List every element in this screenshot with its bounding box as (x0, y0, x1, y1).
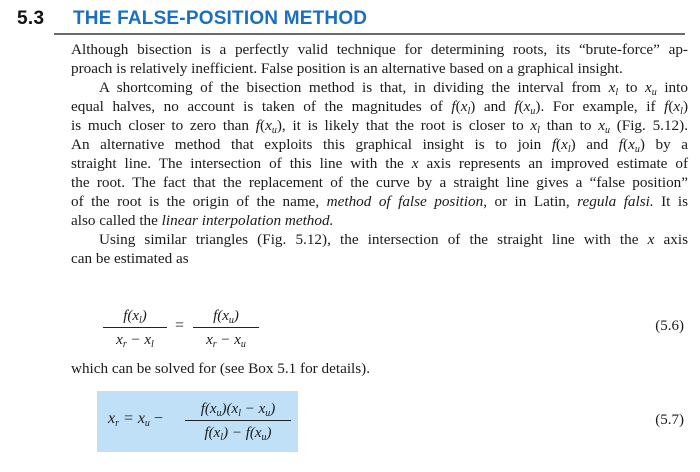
fraction-bar (193, 327, 259, 328)
eq56-lhs-fraction (103, 306, 167, 350)
eq57-fraction (185, 399, 291, 443)
paragraph3-line1: Using similar triangles (Fig. 5.12), the intersection of the straight line with the x axis (99, 231, 688, 248)
eq56-rhs-numerator: $f(x_u)$ (213, 308, 239, 326)
paragraph2-line7: of the root is the origin of the name, method of false position, or in Latin, regula falsi. It is (71, 193, 688, 210)
body-text (71, 40, 688, 268)
section-number: 5.3 (17, 8, 45, 29)
eq56-lhs-numerator: $f(x_l)$ (123, 308, 147, 326)
paragraph2-line6: the root. The fact that the replacement of the curve by a straight line gives a “false position” (71, 174, 688, 191)
equation-number-5-7: (5.7) (655, 412, 684, 428)
paragraph1-line1: Although bisection is a perfectly valid technique for determining roots, its “brute-force” ap- (71, 41, 688, 58)
equation-number-5-6: (5.6) (655, 318, 684, 334)
fraction-bar (103, 327, 167, 328)
paragraph2-line1: A shortcoming of the bisection method is that, in dividing the interval from $x_l$ to $x_u$ into (99, 79, 688, 98)
header-rule (54, 33, 685, 35)
eq56-rhs-denominator: $x_r - x_u$ (206, 332, 246, 350)
section-header (17, 8, 689, 34)
eq57-denominator: $f(x_l) - f(x_u)$ (204, 425, 272, 443)
paragraph2-line8: also called the linear interpolation method. (71, 212, 334, 229)
eq56-lhs-denominator: $x_r - x_l$ (116, 332, 154, 350)
paragraph2-line5: straight line. The intersection of this line with the x axis represents an improved estimate of (71, 155, 688, 172)
paragraph1-line2: proach is relatively inefficient. False position is an alternative based on a graphical insight. (71, 60, 623, 77)
section-title: THE FALSE-POSITION METHOD (73, 8, 368, 29)
paragraph3-line2: can be estimated as (71, 250, 189, 267)
after-equation-text: which can be solved for (see Box 5.1 for details). (71, 360, 371, 377)
paragraph2-line2: equal halves, no account is taken of the magnitudes of $f(x_l)$ and $f(x_u)$. For example, if $f(x_l)$ (71, 98, 688, 117)
eq57-lhs: $x_r = x_u$ − (108, 410, 163, 429)
eq57-numerator: $f(x_u)(x_l - x_u)$ (200, 401, 276, 419)
eq56-rhs-fraction (193, 306, 259, 350)
fraction-bar (185, 420, 291, 421)
paragraph2-line4: An alternative method that exploits this graphical insight is to join $f(x_l)$ and $f(x_u)$ by a (71, 136, 688, 155)
equation-5-6 (71, 306, 688, 352)
equals-sign: = (175, 317, 185, 334)
paragraph2-line3: is much closer to zero than $f(x_u)$, it is likely that the root is closer to $x_l$ than to $x_u$ (Fig. 5.12). (71, 117, 688, 136)
equation-5-7 (71, 391, 688, 452)
